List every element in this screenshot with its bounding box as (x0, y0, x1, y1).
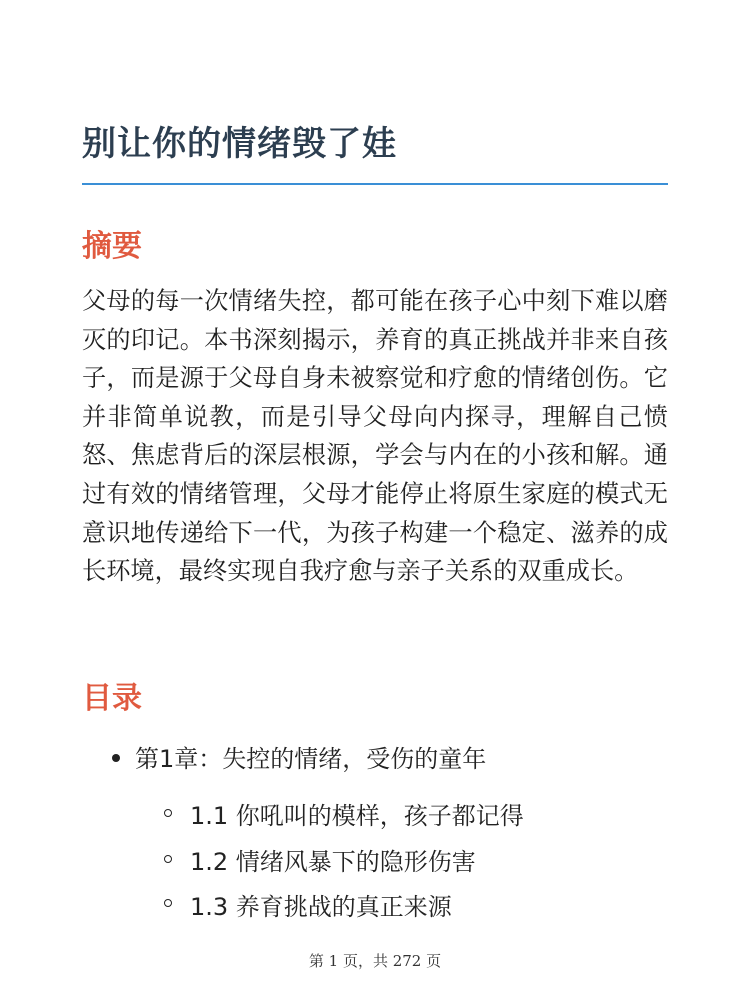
bullet-circle-icon (164, 809, 172, 817)
bullet-disc-icon (112, 754, 120, 762)
toc-chapter-1[interactable]: 第1章：失控的情绪，受伤的童年 (135, 745, 487, 773)
bullet-circle-icon (164, 855, 172, 863)
toc-heading: 目录 (82, 681, 142, 716)
abstract-heading: 摘要 (82, 229, 142, 264)
bullet-circle-icon (164, 899, 172, 907)
page-number-footer: 第 1 页，共 272 页 (308, 952, 442, 970)
toc-section-1-1[interactable]: 1.1 你吼叫的模样，孩子都记得 (190, 802, 524, 830)
toc-section-1-3[interactable]: 1.3 养育挑战的真正来源 (190, 893, 452, 921)
abstract-paragraph: 父母的每一次情绪失控，都可能在孩子心中刻下难以磨灭的印记。本书深刻揭示，养育的真正挑战并非来自孩子，而是源于父母自身未被察觉和疗愈的情绪创伤。它并非简单说教，而是引导父母向内探寻，理解自己愤怒、焦虑背后的深层根源，学会与内在的小孩和解。通过有效的情绪管理，父母才能停止将原生家庭的模式无意识地传递给下一代，为孩子构建一个稳定、滋养的成长环境，最终实现自我疗愈与亲子关系的双重成长。 (82, 287, 668, 586)
toc-section-1-2[interactable]: 1.2 情绪风暴下的隐形伤害 (190, 848, 476, 876)
document-title: 别让你的情绪毁了娃 (82, 124, 397, 164)
